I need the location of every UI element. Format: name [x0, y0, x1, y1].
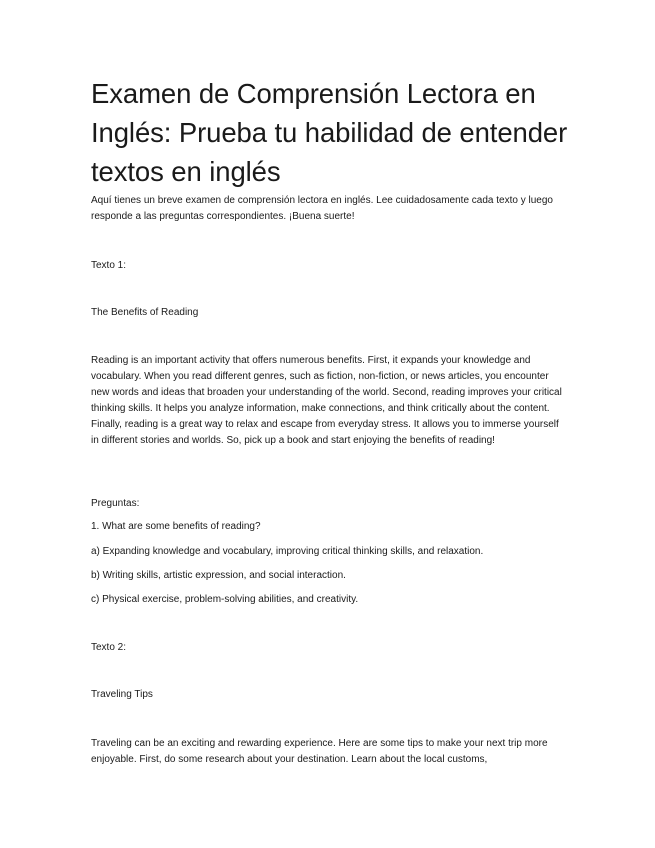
- preguntas-label: Preguntas:: [91, 498, 140, 509]
- texto2-body: Traveling can be an exciting and rewarding experience. Here are some tips to make your next trip more enjoyable. First, do some research about your destination. Learn about the local customs,: [91, 738, 548, 765]
- texto1-label: Texto 1:: [91, 260, 127, 271]
- question-1: 1. What are some benefits of reading?: [91, 521, 261, 532]
- texto1-body: Reading is an important activity that offers numerous benefits. First, it expands your knowledge and vocabulary. When you read different genres, such as fiction, non-fiction, or news articles, you encounter new words and ideas that broaden your understanding of the world. Second, reading improves your critical thinking skills. It helps you analyze information, make connections, and think critically about the content. Finally, reading is a great way to relax and escape from everyday stress. It allows you to immerse yourself in different stories and worlds. So, pick up a book and start enjoying the benefits of reading!: [91, 355, 562, 446]
- option-c: c) Physical exercise, problem-solving abilities, and creativity.: [91, 594, 359, 605]
- option-a: a) Expanding knowledge and vocabulary, improving critical thinking skills, and relaxation.: [91, 546, 484, 557]
- page-title: Examen de Comprensión Lectora en Inglés: Prueba tu habilidad de entender textos en inglés: [91, 78, 568, 187]
- texto2-label: Texto 2:: [91, 642, 127, 653]
- texto2-title: Traveling Tips: [91, 689, 153, 700]
- option-b: b) Writing skills, artistic expression, and social interaction.: [91, 570, 346, 581]
- intro-paragraph: Aquí tienes un breve examen de comprensión lectora en inglés. Lee cuidadosamente cada texto y luego responde a las preguntas correspondientes. ¡Buena suerte!: [91, 195, 553, 222]
- texto1-title: The Benefits of Reading: [91, 307, 199, 318]
